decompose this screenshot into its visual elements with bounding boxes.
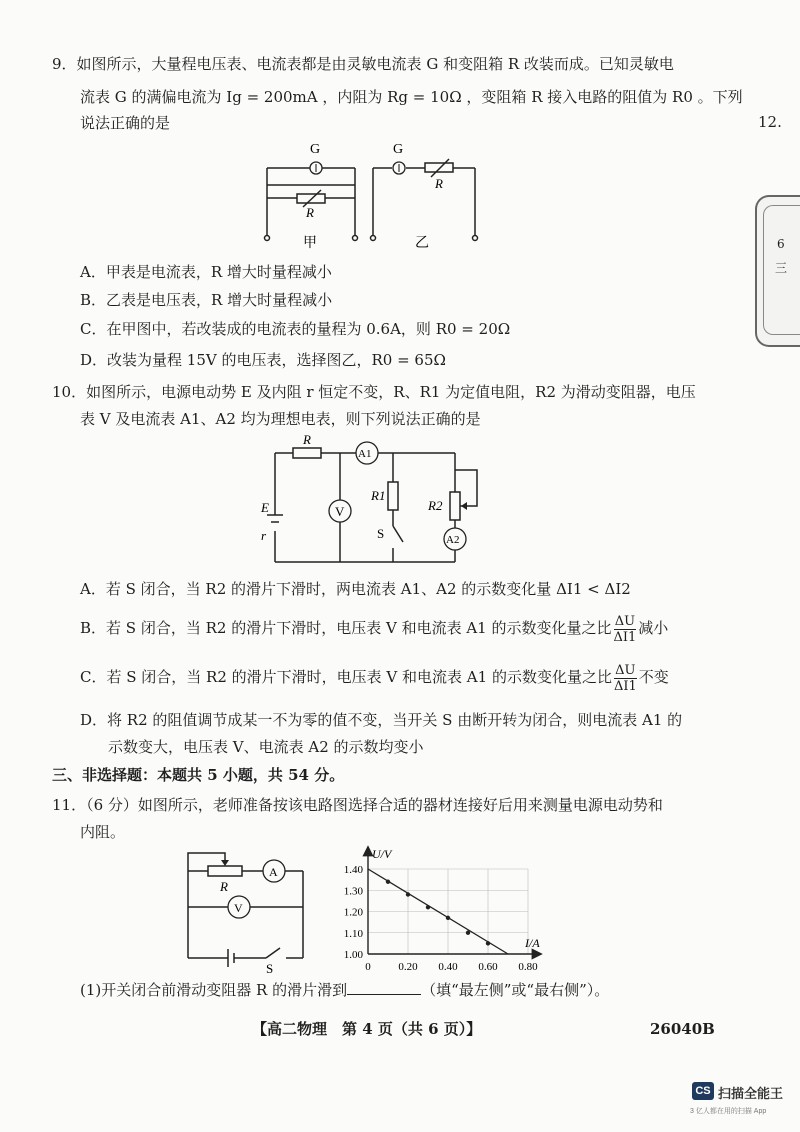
q9-meter-diagram xyxy=(255,135,495,253)
y-tick-label: 1.30 xyxy=(343,885,363,898)
q10-option-c-fraction xyxy=(614,663,637,694)
y-axis-label: U/V xyxy=(372,847,392,861)
q10-option-b-tail: 减小 xyxy=(638,619,669,637)
q9-line1: 9．如图所示，大量程电压表、电流表都是由灵敏电流表 G 和变阻箱 R 改装而成。已知灵敏电 xyxy=(52,55,674,73)
q10-option-b xyxy=(80,610,668,646)
q10-option-d-line2: 示数变大，电压表 V、电流表 A2 的示数均变小 xyxy=(108,738,424,756)
q9-caption-jia: 甲 xyxy=(303,236,317,251)
q10-s-label: S xyxy=(377,526,385,541)
q10-option-a: A．若 S 闭合，当 R2 的滑片下滑时，两电流表 A1、A2 的示数变化量 ΔI1 < ΔI2 xyxy=(80,580,631,598)
page-footer: 【高二物理 第 4 页（共 6 页）】 xyxy=(252,1020,482,1038)
q11-sub1 xyxy=(80,980,609,1000)
q10-rint-label: r xyxy=(261,528,267,543)
q11-line2: 内阻。 xyxy=(80,823,126,841)
q9-line2: 流表 G 的满偏电流为 Ig = 200mA ，内阻为 Rg = 10Ω ，变阻箱 R 接入电路的阻值为 R0 。下列 xyxy=(80,88,743,106)
q9-g-label-yi: G xyxy=(393,142,404,157)
frac-numerator: ΔU xyxy=(614,613,636,629)
q11-s-label: S xyxy=(266,961,274,975)
q11-sub1-text: (1)开关闭合前滑动变阻器 R 的滑片滑到 xyxy=(80,981,348,999)
q10-line2: 表 V 及电流表 A1、A2 均为理想电表，则下列说法正确的是 xyxy=(80,410,481,428)
side-question-number: 12. xyxy=(758,113,782,131)
q10-circuit xyxy=(255,430,490,570)
side-card-glyph-2: 三 xyxy=(775,261,788,275)
section-3-heading: 三、非选择题：本题共 5 小题，共 54 分。 xyxy=(52,766,345,784)
data-point xyxy=(466,931,470,935)
q10-option-c-tail: 不变 xyxy=(638,668,669,686)
q10-r2-label: R2 xyxy=(428,498,443,513)
q9-r-label-yi: R xyxy=(435,176,443,191)
q10-r-label: R xyxy=(303,432,311,447)
q10-v-label: V xyxy=(335,504,345,519)
q9-g-label-jia: G xyxy=(310,142,321,157)
chart-grid xyxy=(368,869,528,954)
q10-option-d-line1: D．将 R2 的阻值调节成某一不为零的值不变，当开关 S 由断开转为闭合，则电流表 A1 的 xyxy=(80,711,683,729)
x-tick-label: 0.40 xyxy=(438,961,458,973)
q10-line1: 10．如图所示，电源电动势 E 及内阻 r 恒定不变，R、R1 为定值电阻，R2 为滑动变阻器，电压 xyxy=(52,383,696,401)
y-tick-label: 1.20 xyxy=(343,906,363,919)
data-point xyxy=(426,905,430,909)
y-tick-label: 1.00 xyxy=(343,949,363,961)
q11-line1: 11．（6 分）如图所示，老师准备按该电路图选择合适的器材连接好后用来测量电源电动势和 xyxy=(52,796,663,814)
q11-a-label: A xyxy=(269,865,278,879)
x-tick-label: 0.20 xyxy=(398,961,418,973)
data-point xyxy=(406,892,410,896)
q9-caption-yi: 乙 xyxy=(415,236,429,251)
q10-option-c-text: C．若 S 闭合，当 R2 的滑片下滑时，电压表 V 和电流表 A1 的示数变化量之比 xyxy=(80,668,612,686)
x-axis-label: I/A xyxy=(525,936,540,950)
frac-numerator: ΔU xyxy=(615,662,636,678)
q10-option-b-text: B．若 S 闭合，当 R2 的滑片下滑时，电压表 V 和电流表 A1 的示数变化量之比 xyxy=(80,619,612,637)
q10-e-label: E xyxy=(261,500,269,515)
x-tick-label: 0.80 xyxy=(518,961,538,973)
data-point xyxy=(486,941,490,945)
y-tick-label: 1.10 xyxy=(343,927,363,940)
camscanner-tagline: 3 亿人都在用的扫描 App xyxy=(690,1108,767,1115)
q9-line3: 说法正确的是 xyxy=(80,114,171,132)
q10-r1-label: R1 xyxy=(371,488,386,503)
y-tick-label: 1.40 xyxy=(343,864,363,876)
q11-v-label: V xyxy=(234,901,243,915)
x-tick-label: 0 xyxy=(365,961,371,973)
y-tick-labels xyxy=(344,864,364,961)
data-point xyxy=(386,880,390,884)
x-tick-labels xyxy=(365,961,538,973)
q10-a2-label: A2 xyxy=(446,534,460,546)
answer-blank[interactable] xyxy=(347,980,421,995)
q10-option-b-fraction xyxy=(614,614,637,645)
frac-denominator: ΔI1 xyxy=(613,678,637,694)
side-card-fragment xyxy=(755,195,800,347)
q10-option-c xyxy=(80,659,669,695)
q9-option-c: C．在甲图中，若改装成的电流表的量程为 0.6A，则 R0 = 20Ω xyxy=(80,320,511,338)
camscanner-logo: CS xyxy=(692,1082,714,1100)
q9-option-d: D．改装为量程 15V 的电压表，选择图乙，R0 = 65Ω xyxy=(80,351,446,369)
q9-option-a: A．甲表是电流表，R 增大时量程减小 xyxy=(80,263,332,281)
q11-r-label: R xyxy=(220,879,228,894)
frac-denominator: ΔI1 xyxy=(613,629,637,645)
ui-chart xyxy=(330,842,555,977)
q10-a1-label: A1 xyxy=(358,448,372,460)
x-tick-label: 0.60 xyxy=(478,961,498,973)
q9-option-b: B．乙表是电压表，R 增大时量程减小 xyxy=(80,291,333,309)
side-card-glyph-1: 6 xyxy=(777,237,785,251)
camscanner-name: 扫描全能王 xyxy=(718,1086,784,1101)
q11-circuit xyxy=(178,845,318,975)
data-point xyxy=(446,916,450,920)
q11-sub1-hint: （填“最左侧”或“最右侧”）。 xyxy=(421,981,610,999)
paper-code: 26040B xyxy=(650,1020,715,1038)
q9-r-label-jia: R xyxy=(306,205,314,220)
